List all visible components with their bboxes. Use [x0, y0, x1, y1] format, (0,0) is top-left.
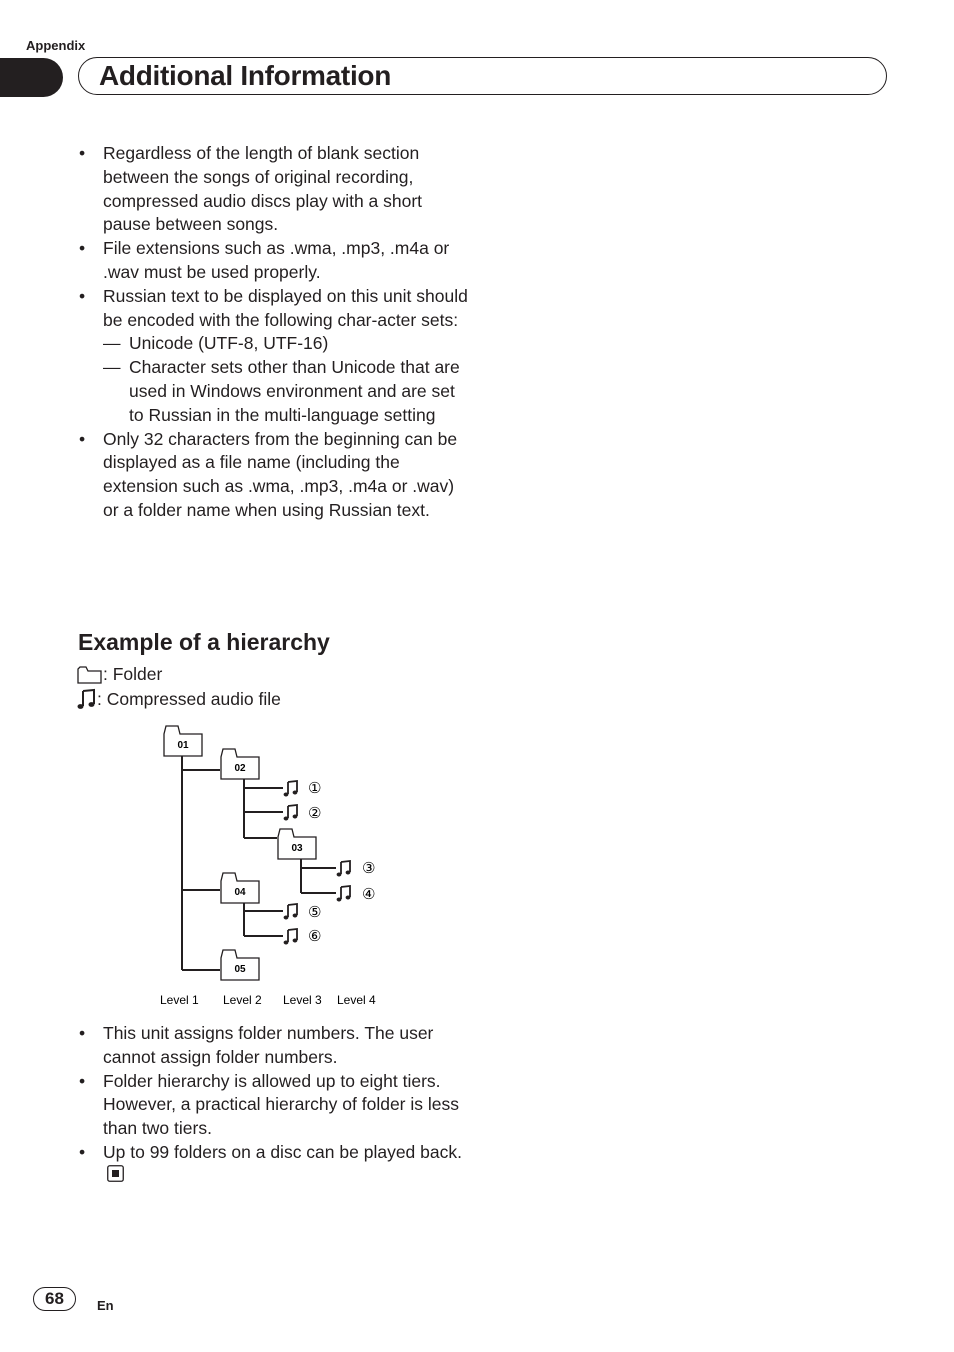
list-item-text: • Russian text to be displayed on this unit should be encoded with the following char-acter sets:: [103, 285, 468, 330]
section-label: Appendix: [26, 38, 86, 53]
charset-item-text: Unicode (UTF-8, UTF-16): [129, 333, 329, 354]
charset-item-text: Character sets other than Unicode that are used in Windows environment and are set to Russian in the multi-language setting: [129, 357, 460, 425]
music-note-icon: [337, 886, 351, 902]
list-item: • Regardless of the length of blank section between the songs of original recording, compressed audio discs play with a short pause between songs.: [78, 142, 468, 237]
file-number: ⑤: [308, 903, 322, 921]
folder-number: 04: [234, 887, 246, 898]
notes-list-top: [78, 142, 468, 523]
file-number: ④: [362, 885, 376, 903]
music-note-icon: [337, 861, 351, 877]
language-label: En: [97, 1298, 114, 1313]
charset-item: [103, 332, 468, 356]
list-item-text: Up to 99 folders on a disc can be played back.: [103, 1141, 462, 1162]
list-item: • Only 32 characters from the beginning can be displayed as a file name (including the extension such as .wma, .mp3, .m4a or .wav) or a folder name when using Russian text.: [78, 428, 468, 523]
section-heading: Example of a hierarchy: [78, 629, 330, 655]
hierarchy-diagram: [150, 718, 410, 1013]
folder-icon: [221, 873, 259, 903]
page-title: Additional Information: [99, 60, 392, 91]
folder-number: 01: [177, 740, 189, 751]
music-note-icon: [77, 687, 97, 711]
page-number: 68: [33, 1287, 76, 1311]
end-of-section-icon: [107, 1165, 124, 1189]
title-bar: [78, 57, 887, 95]
charset-item: [103, 356, 468, 427]
dash-marker: —: [103, 357, 121, 378]
legend-folder: [77, 664, 162, 685]
folder-number: 05: [234, 964, 246, 975]
legend-audio-label: : Compressed audio file: [97, 688, 281, 709]
folder-icon: [77, 665, 103, 685]
music-note-icon: [284, 929, 298, 945]
section-tab-marker: [0, 58, 63, 97]
level-label: Level 2: [223, 993, 262, 1007]
music-note-icon: [284, 805, 298, 821]
list-item: [78, 285, 468, 428]
legend-folder-label: : Folder: [103, 664, 163, 684]
file-number: ②: [308, 804, 322, 822]
folder-icon: [278, 829, 316, 859]
folder-icon: [221, 950, 259, 980]
folder-number: 03: [291, 843, 303, 854]
music-note-icon: [284, 781, 298, 797]
list-item: • Folder hierarchy is allowed up to eight tiers. However, a practical hierarchy of folder is less than two tiers.: [78, 1070, 468, 1141]
level-label: Level 4: [337, 993, 376, 1007]
music-note-icon: [284, 904, 298, 920]
level-label: Level 3: [283, 993, 322, 1007]
file-number: ③: [362, 859, 376, 877]
file-number: ⑥: [308, 927, 322, 945]
level-label: Level 1: [160, 993, 199, 1007]
legend-audio: [77, 687, 281, 711]
folder-number: 02: [234, 763, 246, 774]
list-item: • File extensions such as .wma, .mp3, .m4a or .wav must be used properly.: [78, 237, 468, 285]
list-item: [78, 1141, 468, 1189]
list-item: • This unit assigns folder numbers. The user cannot assign folder numbers.: [78, 1022, 468, 1070]
dash-marker: —: [103, 333, 121, 354]
folder-icon: [221, 749, 259, 779]
notes-list-bottom: [78, 1022, 468, 1189]
folder-icon: [164, 726, 202, 756]
file-number: ①: [308, 779, 322, 797]
